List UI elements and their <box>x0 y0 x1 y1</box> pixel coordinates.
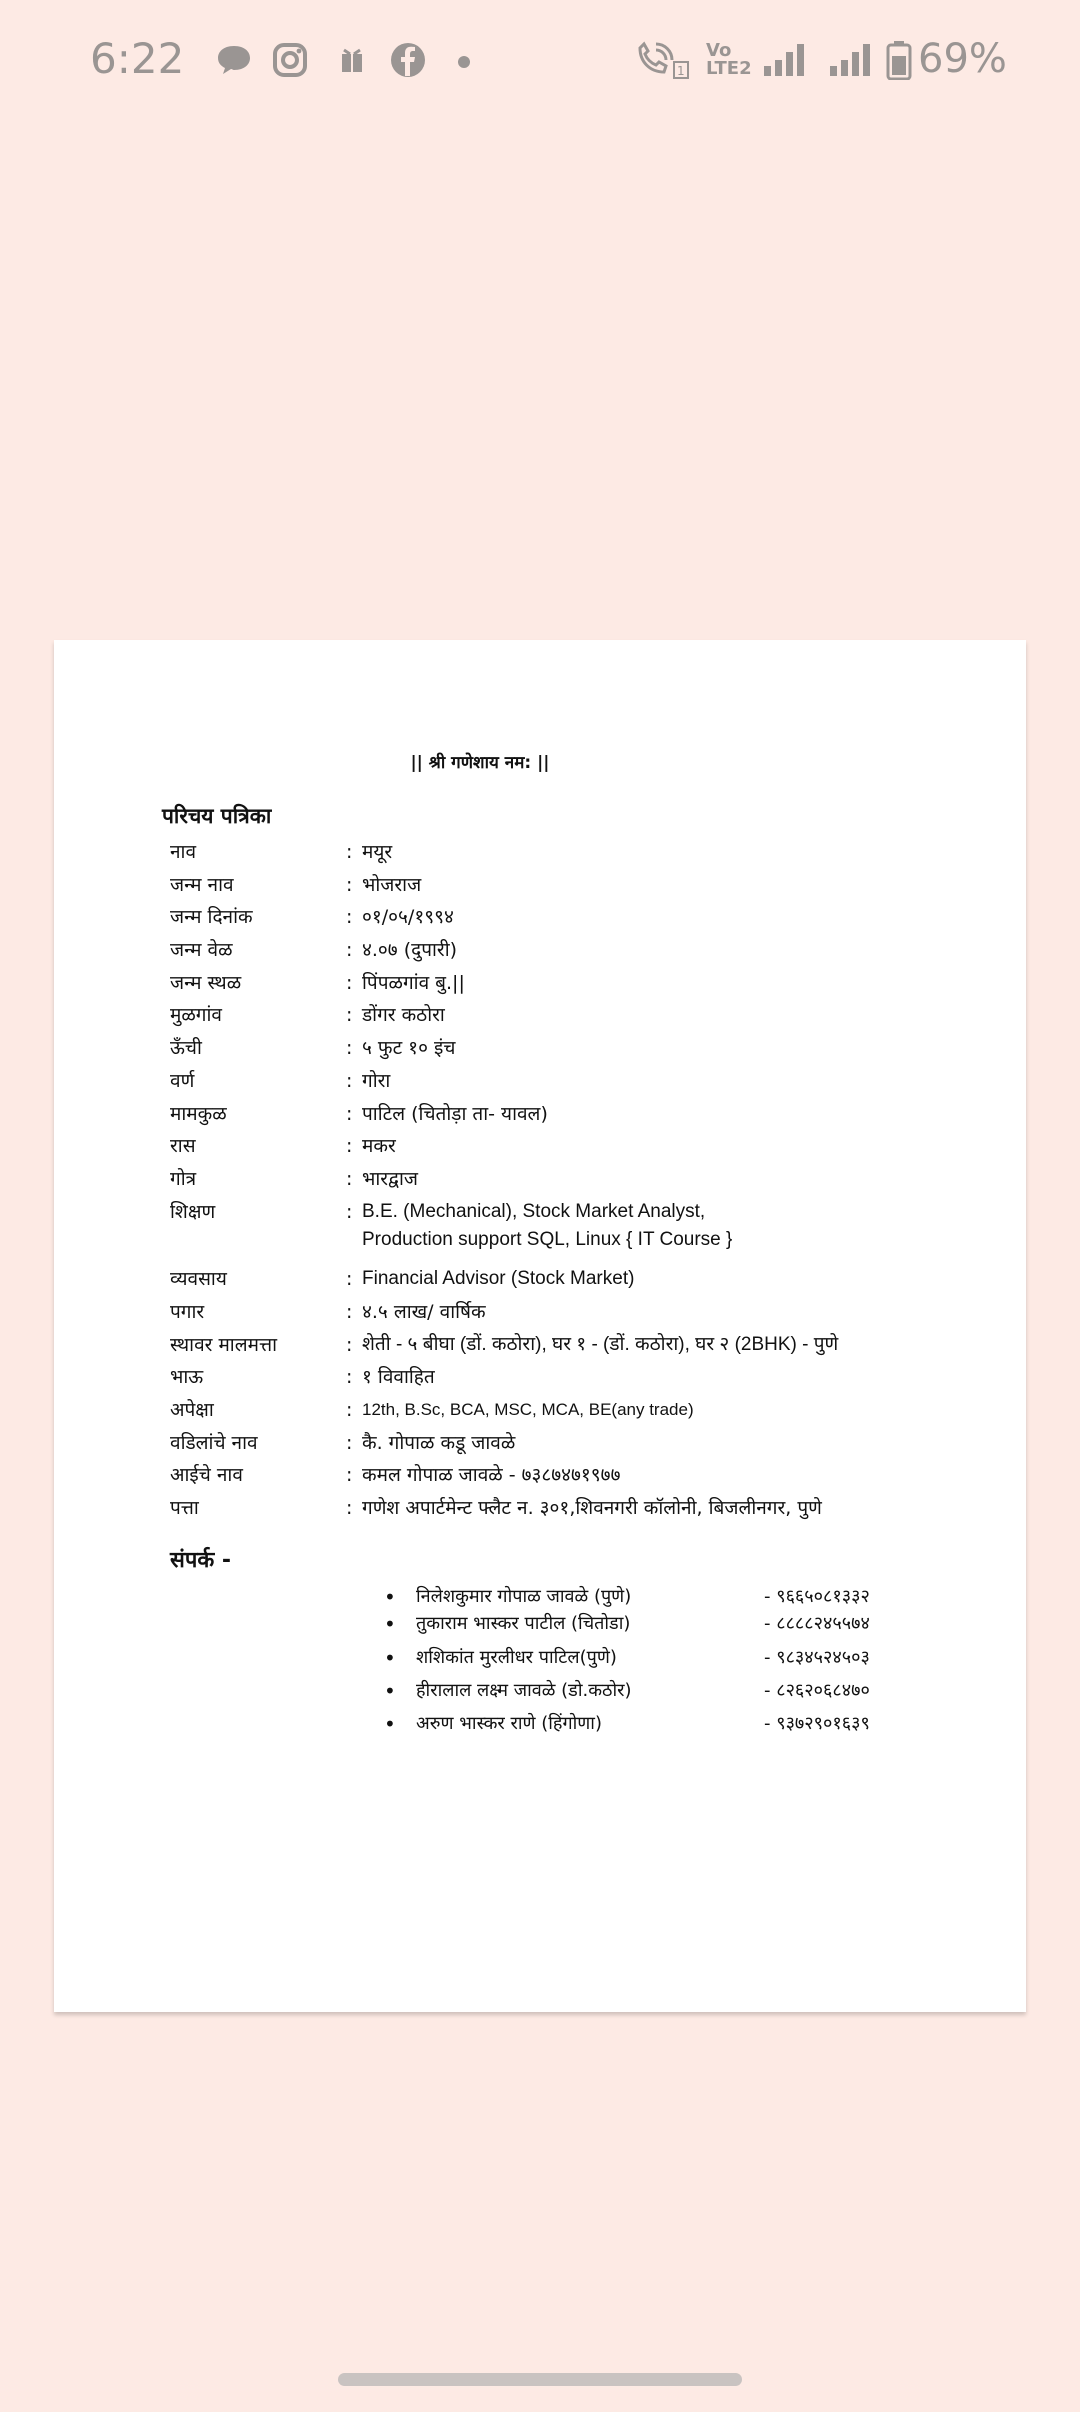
row-label: पत्ता <box>170 1497 199 1519</box>
bullet-icon: • <box>384 1585 396 1609</box>
row-value: भोजराज <box>362 874 422 896</box>
battery-percentage: 69% <box>918 36 1007 82</box>
contact-number: - ८२६२०६८४७० <box>764 1680 870 1701</box>
row-value: ०१/०५/१९९४ <box>362 906 454 928</box>
row-label: जन्म वेळ <box>170 939 233 961</box>
invocation-line: || श्री गणेशाय नम: || <box>410 753 550 773</box>
row-value: Financial Advisor (Stock Market) <box>362 1268 635 1289</box>
contact-number: - ९८३४५२४५०३ <box>764 1647 870 1668</box>
document-heading: परिचय पत्रिका <box>162 804 272 828</box>
contact-item <box>384 1644 944 1672</box>
row-value: कै. गोपाळ कडू जावळे <box>362 1432 516 1454</box>
status-bar <box>0 0 1080 124</box>
row-value: गोरा <box>362 1070 391 1092</box>
contact-item <box>384 1610 944 1638</box>
row-value: मकर <box>362 1135 396 1157</box>
volte-icon: Vo LTE2 <box>706 40 752 79</box>
row-label: वर्ण <box>170 1070 195 1092</box>
row-value: १ विवाहित <box>362 1366 435 1388</box>
contact-item <box>384 1583 944 1611</box>
clock: 6:22 <box>90 34 185 83</box>
row-label: जन्म नाव <box>170 874 234 896</box>
row-colon: : <box>346 1004 353 1026</box>
signal-icon <box>826 40 876 80</box>
contact-number: - ८८८८२४५५७४ <box>764 1613 870 1634</box>
row-colon: : <box>346 841 353 863</box>
row-colon: : <box>346 1201 353 1223</box>
contact-item <box>384 1677 944 1705</box>
row-value: ५ फुट १० इंच <box>362 1037 456 1059</box>
contact-heading: संपर्क - <box>170 1548 232 1573</box>
bullet-icon: • <box>384 1646 396 1670</box>
row-colon: : <box>346 1168 353 1190</box>
row-value: पाटिल (चितोड़ा ता- यावल) <box>362 1103 548 1125</box>
row-colon: : <box>346 1464 353 1486</box>
contact-item <box>384 1710 944 1738</box>
row-value: शेती - ५ बीघा (डों. कठोरा), घर १ - (डों. कठोरा), घर २ (2BHK) - पुणे <box>362 1334 839 1355</box>
row-label: नाव <box>170 841 197 863</box>
row-label: मामकुळ <box>170 1103 227 1125</box>
row-label: गोत्र <box>170 1168 197 1190</box>
row-colon: : <box>346 1301 353 1323</box>
row-value: ४.०७ (दुपारी) <box>362 939 458 961</box>
wifi-call-icon <box>634 40 690 80</box>
row-label: मुळगांव <box>170 1004 222 1026</box>
contact-name: अरुण भास्कर राणे (हिंगोणा) <box>416 1713 602 1734</box>
row-label: ऊँची <box>170 1037 202 1059</box>
row-colon: : <box>346 1432 353 1454</box>
row-colon: : <box>346 1334 353 1356</box>
row-colon: : <box>346 1399 353 1421</box>
row-label: शिक्षण <box>170 1201 216 1223</box>
bullet-icon: • <box>384 1679 396 1703</box>
row-value: डोंगर कठोरा <box>362 1004 445 1026</box>
gift-icon <box>332 40 372 80</box>
row-label: वडिलांचे नाव <box>170 1432 258 1454</box>
bullet-icon: • <box>384 1712 396 1736</box>
document-page <box>54 640 1026 2012</box>
row-value: कमल गोपाळ जावळे - ७३८७४७१९७७ <box>362 1464 621 1486</box>
contact-name: निलेशकुमार गोपाळ जावळे (पुणे) <box>416 1586 632 1607</box>
svg-text:1: 1 <box>677 64 685 78</box>
contact-name: शशिकांत मुरलीधर पाटिल(पुणे) <box>416 1647 617 1668</box>
row-colon: : <box>346 1268 353 1290</box>
row-colon: : <box>346 1497 353 1519</box>
row-label: व्यवसाय <box>170 1268 227 1290</box>
row-colon: : <box>346 874 353 896</box>
row-value: पिंपळगांव बु.|| <box>362 972 465 994</box>
facebook-icon <box>388 40 428 80</box>
contact-name: हीरालाल लक्ष्म जावळे (डो.कठोर) <box>416 1680 632 1701</box>
row-colon: : <box>346 939 353 961</box>
row-label: स्थावर मालमत्ता <box>170 1334 278 1356</box>
row-value: ४.५ लाख/ वार्षिक <box>362 1301 486 1323</box>
chat-bubble-icon <box>214 40 254 80</box>
battery-icon <box>884 40 914 80</box>
row-value: B.E. (Mechanical), Stock Market Analyst, <box>362 1201 706 1222</box>
bullet-icon: • <box>384 1612 396 1636</box>
row-colon: : <box>346 1135 353 1157</box>
row-label: रास <box>170 1135 196 1157</box>
instagram-icon <box>270 40 310 80</box>
row-label: जन्म स्थळ <box>170 972 242 994</box>
row-colon: : <box>346 1037 353 1059</box>
row-label: आईचे नाव <box>170 1464 243 1486</box>
row-value-continued: Production support SQL, Linux { IT Course } <box>362 1229 733 1250</box>
contact-number: - ९३७२९०१६३९ <box>764 1713 870 1734</box>
row-value: 12th, B.Sc, BCA, MSC, MCA, BE(any trade) <box>362 1400 694 1419</box>
row-colon: : <box>346 1103 353 1125</box>
row-colon: : <box>346 906 353 928</box>
home-indicator[interactable] <box>338 2373 742 2386</box>
signal-icon <box>760 40 810 80</box>
row-value: भारद्वाज <box>362 1168 418 1190</box>
row-colon: : <box>346 972 353 994</box>
row-value: मयूर <box>362 841 393 863</box>
row-label: जन्म दिनांक <box>170 906 253 928</box>
row-colon: : <box>346 1366 353 1388</box>
row-label: भाऊ <box>170 1366 204 1388</box>
row-value: गणेश अपार्टमेन्ट फ्लैट न. ३०१,शिवनगरी कॉलोनी, बिजलीनगर, पुणे <box>362 1497 822 1519</box>
contact-name: तुकाराम भास्कर पाटील (चितोडा) <box>416 1613 631 1634</box>
row-colon: : <box>346 1070 353 1092</box>
row-label: पगार <box>170 1301 205 1323</box>
dot-icon <box>448 40 488 80</box>
row-label: अपेक्षा <box>170 1399 214 1421</box>
contact-number: - ९६६५०८१३३२ <box>764 1586 870 1607</box>
